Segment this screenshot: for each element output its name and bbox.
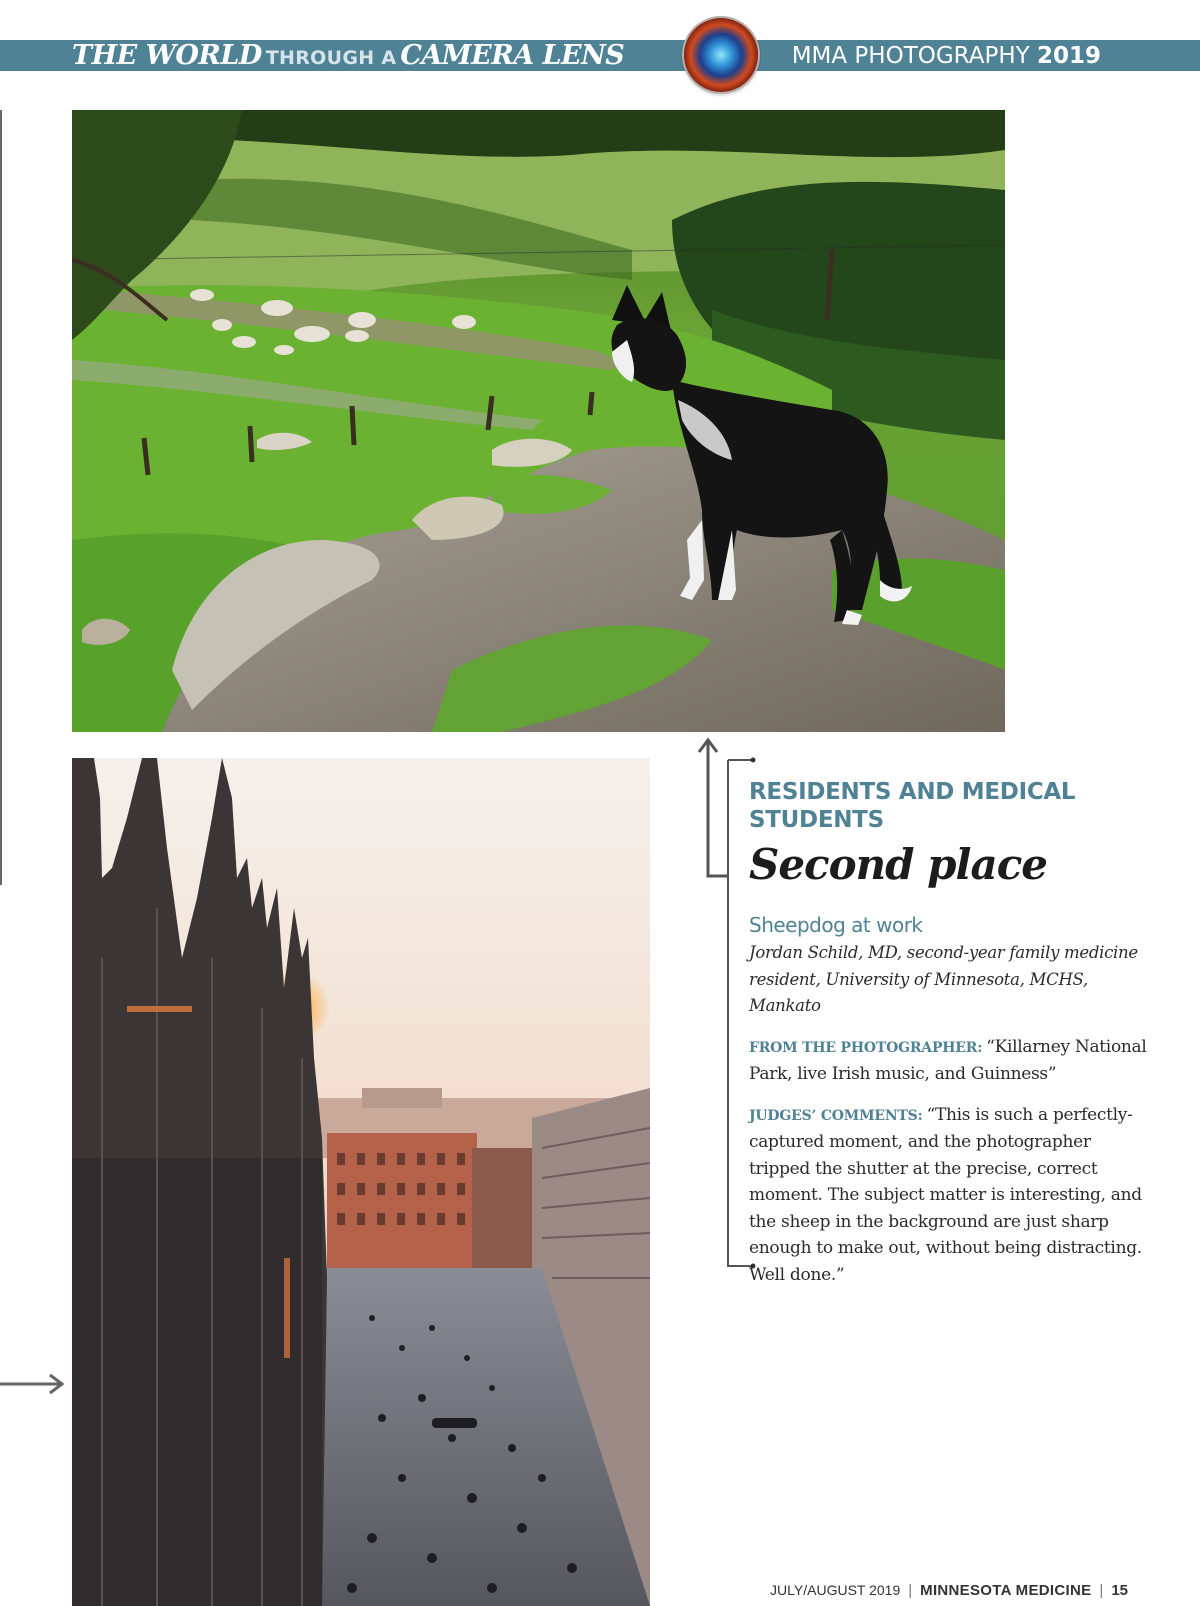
arrow-right-icon [0, 1372, 66, 1396]
header-section-name: MMA PHOTOGRAPHY [791, 43, 1030, 69]
award-category: RESIDENTS AND MEDICAL STUDENTS [749, 779, 1076, 833]
caption-bracket [696, 730, 756, 1270]
judges-comments [749, 1102, 1149, 1289]
sheepdog-photo [72, 110, 1005, 732]
header-section [792, 40, 1101, 71]
photographer-credit: Jordan Schild, MD, second-year family medicine resident, University of Minnesota, MCHS, Mankato [749, 943, 1138, 1015]
footer-separator: | [908, 1582, 913, 1599]
footer-separator-2: | [1099, 1582, 1104, 1599]
judges-text: “This is such a perfectly-captured moment, and the photographer tripped the shutter at the precise, correct moment. The subject matter is interesting, and the sheep in the background are just sharp enough to make out, without being distracting. Well done.” [749, 1104, 1142, 1285]
page-edge-line [0, 110, 2, 885]
page-footer [770, 1579, 1128, 1601]
award-place: Second place [749, 840, 1047, 889]
judges-label: JUDGES’ COMMENTS: [749, 1107, 923, 1124]
cathedral-spires-photo [72, 758, 650, 1606]
header-title [72, 40, 624, 71]
photo-title: Sheepdog at work [749, 913, 923, 937]
header-section-year: 2019 [1036, 43, 1101, 69]
header-title-part1: THE WORLD [72, 40, 262, 71]
photographer-label: FROM THE PHOTOGRAPHER: [749, 1039, 983, 1056]
photo-caption [749, 778, 1149, 1288]
magazine-name: MINNESOTA MEDICINE [920, 1582, 1092, 1599]
header-title-part3: CAMERA LENS [400, 40, 625, 71]
issue-date: JULY/AUGUST 2019 [770, 1582, 901, 1598]
photographer-quote [749, 1034, 1149, 1088]
camera-lens-icon [684, 18, 758, 92]
page-number: 15 [1111, 1582, 1128, 1599]
photographer-text: “Killarney National Park, live Irish music, and Guinness” [749, 1036, 1147, 1084]
header-title-part2: THROUGH A [265, 47, 397, 69]
